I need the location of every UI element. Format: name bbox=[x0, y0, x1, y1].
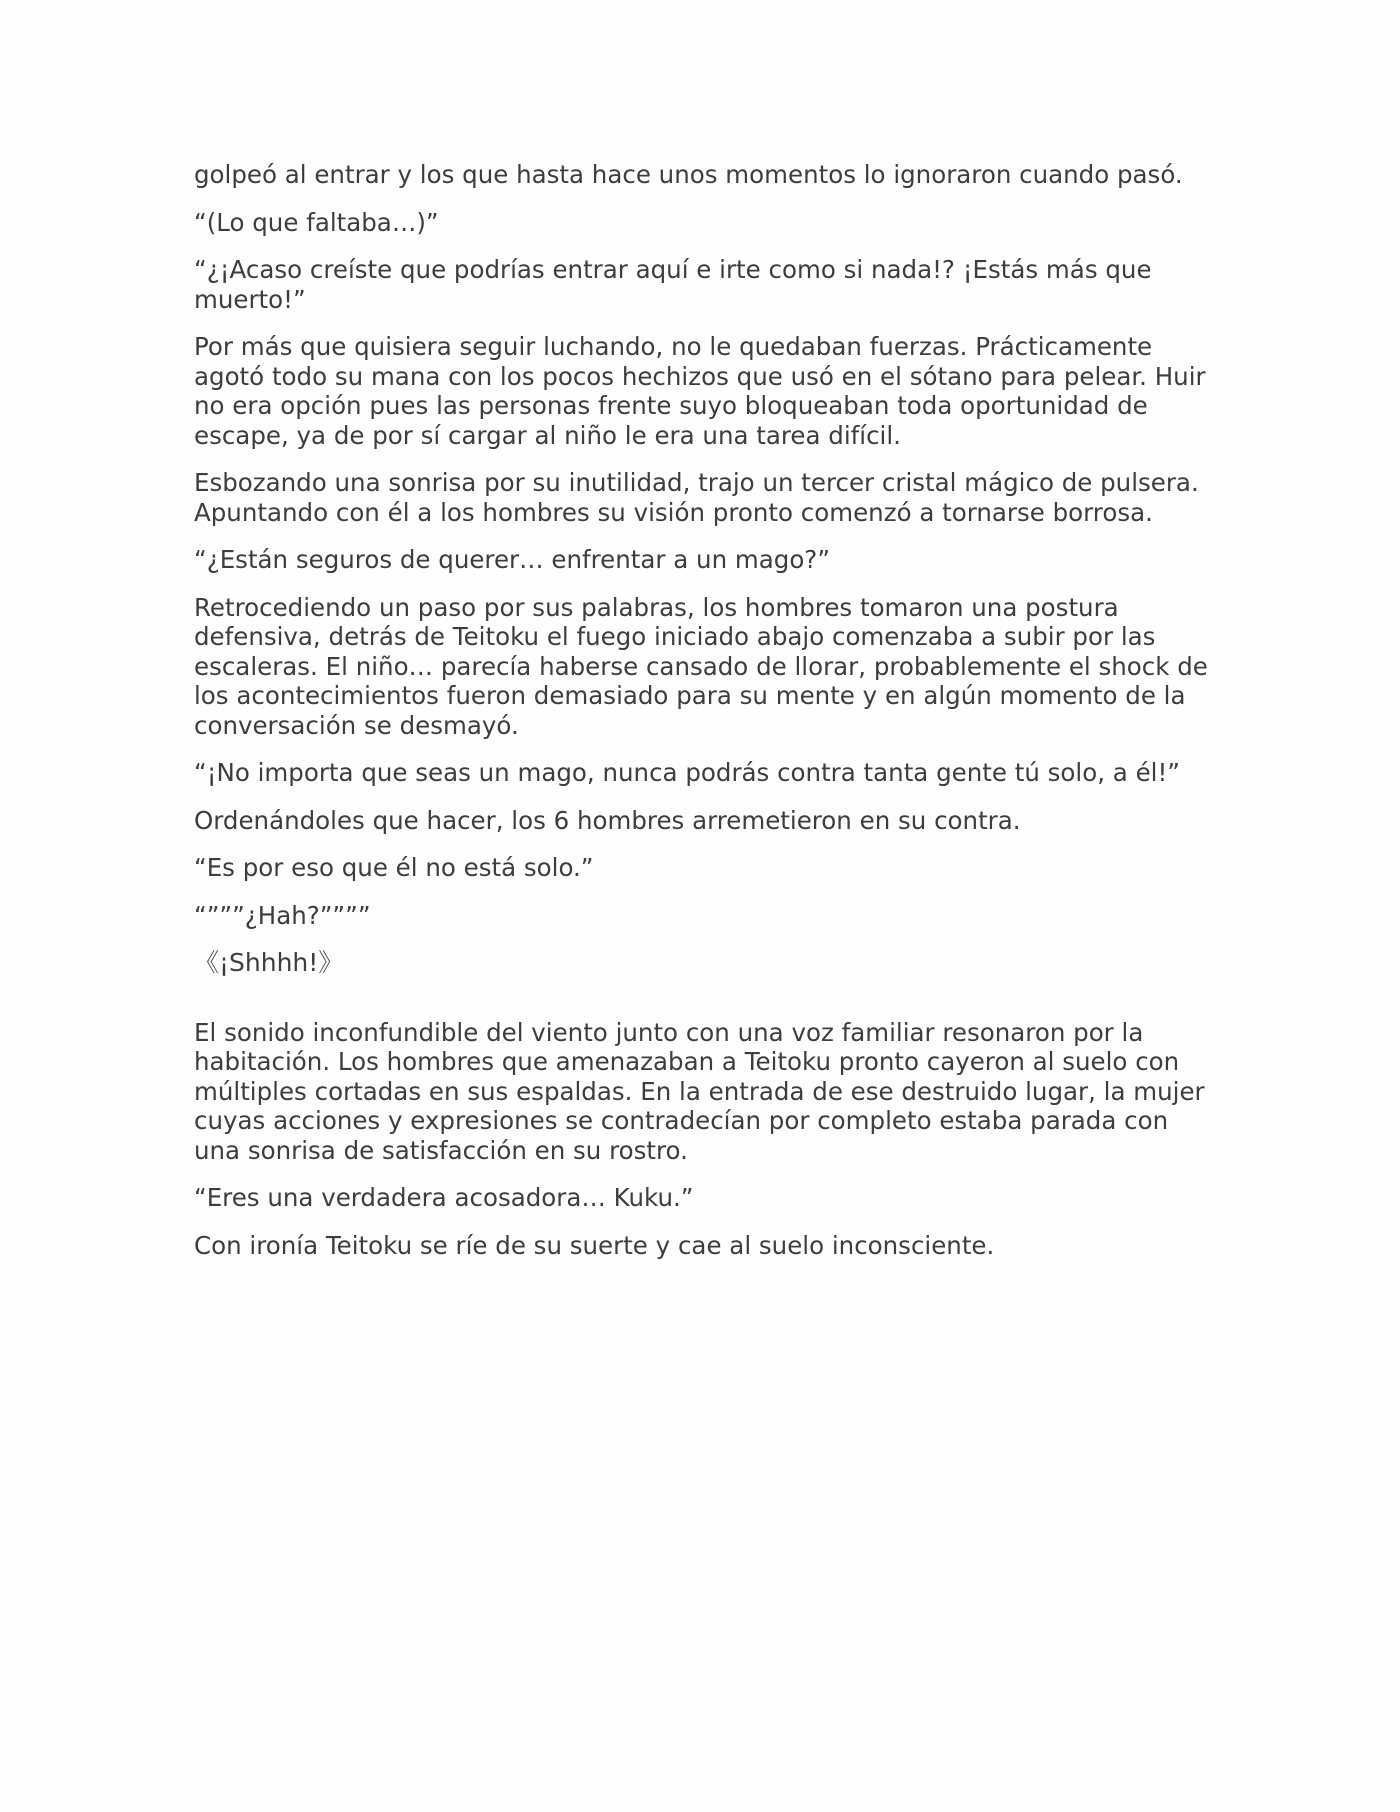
document-page bbox=[194, 160, 1214, 1278]
narration-paragraph: Ordenándoles que hacer, los 6 hombres arremetieron en su contra. bbox=[194, 805, 1021, 835]
narration-paragraph: Esbozando una sonrisa por su inutilidad, trajo un tercer cristal mágico de pulsera. Apuntando con él a los hombres su visión pronto comenzó a tornarse borrosa. bbox=[194, 468, 1199, 527]
dialogue-line: “Eres una verdadera acosadora… Kuku.” bbox=[194, 1183, 694, 1212]
dialogue-line: “¿¡Acaso creíste que podrías entrar aquí e irte como si nada!? ¡Estás más que muerto!” bbox=[194, 255, 1152, 314]
dialogue-line: “(Lo que faltaba…)” bbox=[194, 207, 439, 237]
sound-effect-line: 《¡Shhhh!》 bbox=[194, 948, 344, 977]
narration-paragraph: Con ironía Teitoku se ríe de su suerte y cae al suelo inconsciente. bbox=[194, 1230, 995, 1260]
narration-paragraph: El sonido inconfundible del viento junto con una voz familiar resonaron por la habitación. Los hombres que amenazaban a Teitoku pronto cayeron al suelo con múltiples cortadas en sus espaldas. En la entrada de ese destruido lugar, la mujer cuyas acciones y expresiones se contradecían por completo estaba parada con una sonrisa de satisfacción en su rostro. bbox=[194, 1017, 1205, 1165]
dialogue-line: “Es por eso que él no está solo.” bbox=[194, 853, 594, 882]
dialogue-line: “¡No importa que seas un mago, nunca podrás contra tanta gente tú solo, a él!” bbox=[194, 758, 1180, 787]
narration-paragraph: Por más que quisiera seguir luchando, no le quedaban fuerzas. Prácticamente agotó todo su mana con los pocos hechizos que usó en el sótano para pelear. Huir no era opción pues las personas frente suyo bloqueaban toda oportunidad de escape, ya de por sí cargar al niño le era una tarea difícil. bbox=[194, 332, 1206, 450]
dialogue-line: “”””¿Hah?”””” bbox=[194, 900, 371, 930]
paragraph-continuation: golpeó al entrar y los que hasta hace unos momentos lo ignoraron cuando pasó. bbox=[194, 160, 1183, 189]
narration-paragraph: Retrocediendo un paso por sus palabras, los hombres tomaron una postura defensiva, detrás de Teitoku el fuego iniciado abajo comenzaba a subir por las escaleras. El niño… parecía haberse cansado de llorar, probablemente el shock de los acontecimientos fueron demasiado para su mente y en algún momento de la conversación se desmayó. bbox=[194, 592, 1208, 740]
dialogue-line: “¿Están seguros de querer… enfrentar a un mago?” bbox=[194, 545, 831, 574]
